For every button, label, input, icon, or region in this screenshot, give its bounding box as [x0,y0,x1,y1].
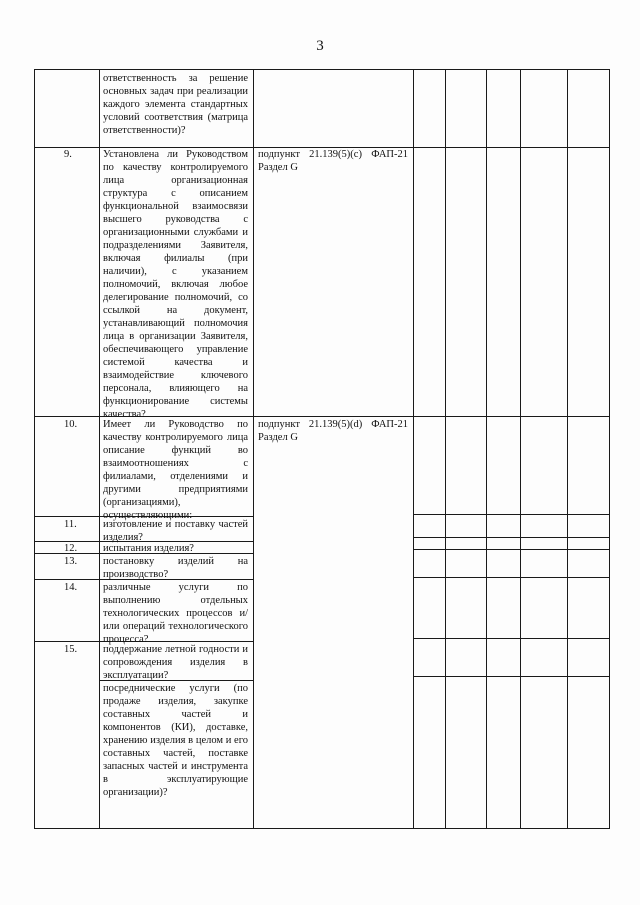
grid-line [413,676,610,677]
grid-line [413,514,610,515]
row-number: 12. [64,543,78,554]
grid-line [413,549,610,550]
grid-line [413,577,610,578]
grid-line [99,69,100,828]
grid-line [520,69,521,828]
reference-cell: подпункт 21.139(5)(d) ФАП-21 Раздел G [258,419,408,443]
grid-line [486,69,487,828]
question-cell: Имеет ли Руководство по качеству контролируемого лица описание функций во взаимоотношениях с филиалами, отделениями и другими предприятиями (организациями), осуществляющими: [103,419,248,521]
grid-line [567,69,568,828]
grid-line [609,69,610,828]
question-cell: ответственность за решение основных задач при реализации каждого элемента стандартных условий соответствия (матрица ответственности)? [103,73,248,136]
question-cell: изготовление и поставку частей изделия? [103,519,248,543]
row-number: 13. [64,556,78,567]
row-number: 15. [64,644,78,655]
grid-line [413,638,610,639]
row-number: 10. [64,419,78,430]
grid-line [413,69,414,828]
question-cell: поддержание летной годности и сопровождения изделия в эксплуатации? [103,644,248,681]
grid-line [445,69,446,828]
row-number: 9. [64,149,72,160]
row-number: 14. [64,582,78,593]
grid-line [34,828,610,829]
page-number: 3 [316,38,324,54]
grid-line [34,69,610,70]
question-cell: посреднические услуги (по продаже изделия, закупке составных частей и компонентов (КИ), доставке, хранению изделия в целом и его составных частей, поставке запасных частей и инструмента в эксплуатирующие организации)? [103,683,248,798]
question-cell: различные услуги по выполнению отдельных технологических процессов и/или операций технологического процесса? [103,582,248,645]
question-cell: Установлена ли Руководством по качеству контролируемого лица организационная структура с описанием функциональной взаимосвязи высшего руководства с организационными службами и подразделениями Заявителя, включая филиалы (при наличии), с указанием полномочий, включая любое делегирование полномочий, со ссылкой на документ, устанавливающий полномочия лица в организации Заявителя, обеспечивающего управление системой качества и взаимодействие ключевого персонала, влияющего на функционирование системы качества? [103,149,248,420]
grid-line [34,69,35,828]
question-cell: постановку изделий на производство? [103,556,248,580]
row-number: 11. [64,519,77,530]
grid-line [253,69,254,828]
question-cell: испытания изделия? [103,543,194,554]
grid-line [413,537,610,538]
reference-cell: подпункт 21.139(5)(c) ФАП-21 Раздел G [258,149,408,173]
